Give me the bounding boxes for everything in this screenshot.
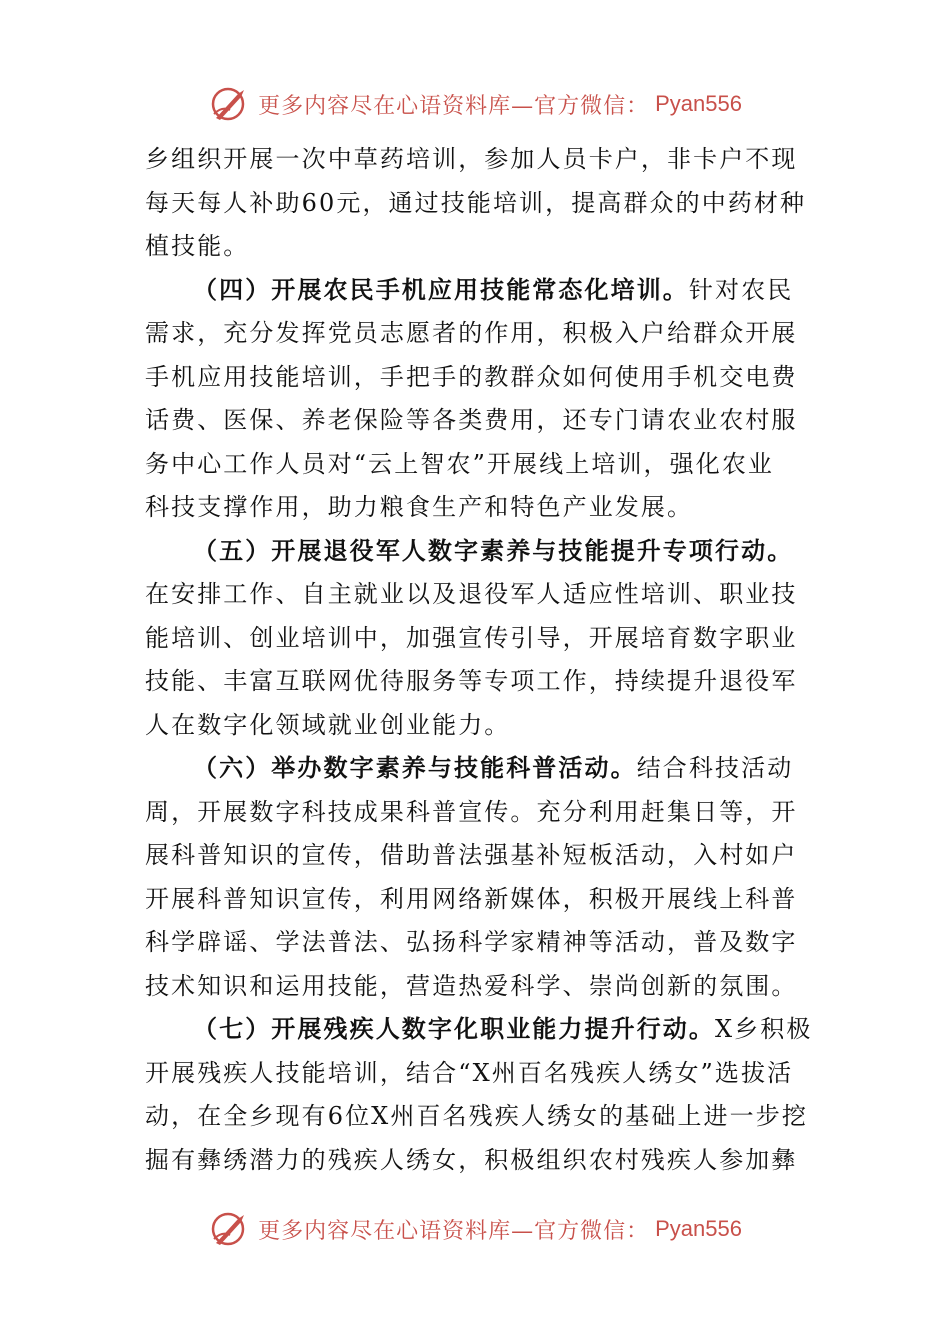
pen-circle-logo-icon: [208, 1209, 252, 1249]
text-line: [145, 443, 807, 487]
text-line: [145, 312, 807, 356]
text-line: [145, 1139, 807, 1183]
line-text: 技术知识和运用技能，营造热爱科学、崇尚创新的氛围。: [145, 971, 798, 1000]
text-line: [145, 356, 807, 400]
line-text: 开展残疾人技能培训，结合“X州百名残疾人绣女”选拔活: [145, 1058, 794, 1087]
text-line: [145, 138, 807, 182]
text-line: [145, 530, 807, 574]
line-text: 科技支撑作用，助力粮食生产和特色产业发展。: [145, 493, 694, 521]
line-text: 需求，充分发挥党员志愿者的作用，积极入户给群众开展: [145, 319, 798, 347]
line-text: 科学辟谣、学法普法、弘扬科学家精神等活动，普及数字: [145, 928, 798, 956]
pen-circle-logo-icon: [208, 84, 252, 124]
text-line: [145, 1008, 813, 1052]
text-line: [145, 399, 807, 443]
line-text: 务中心工作人员对“云上智农”开展线上培训，强化农业: [145, 449, 775, 478]
watermark-text: 更多内容尽在心语资料库—官方微信：: [258, 1218, 650, 1244]
line-text: 技能、丰富互联网优待服务等专项工作，持续提升退役军: [145, 667, 798, 695]
text-line: [145, 704, 807, 748]
line-text: 人在数字化领域就业创业能力。: [145, 710, 511, 739]
text-line: [145, 791, 807, 835]
text-line: [145, 1052, 807, 1096]
text-line: [145, 1095, 807, 1139]
document-body: [145, 138, 813, 1182]
text-line: [145, 878, 807, 922]
line-text: 植技能。: [145, 232, 250, 260]
text-line: [145, 182, 807, 226]
line-text: 动，在全乡现有6位X州百名残疾人绣女的基础上进一步挖: [145, 1102, 808, 1130]
section-heading: （四）开展农民手机应用技能常态化培训。: [193, 275, 689, 304]
section-heading: （六）举办数字素养与技能科普活动。: [193, 754, 637, 782]
footer-watermark: [0, 1207, 950, 1251]
line-text: 能培训、创业培训中，加强宣传引导，开展培育数字职业: [145, 623, 798, 652]
text-line: [145, 617, 807, 661]
line-text: 展科普知识的宣传，借助普法强基补短板活动，入村如户: [145, 841, 798, 869]
line-text: 在安排工作、自主就业以及退役军人适应性培训、职业技: [145, 580, 798, 608]
text-line: [145, 834, 807, 878]
section-heading: （七）开展残疾人数字化职业能力提升行动。: [193, 1015, 715, 1043]
text-line: [145, 225, 807, 269]
text-line: [145, 269, 807, 313]
watermark-text: 更多内容尽在心语资料库—官方微信：: [258, 93, 650, 119]
watermark-wechat-id: Pyan556: [655, 1216, 742, 1241]
section-heading: （五）开展退役军人数字素养与技能提升专项行动。: [193, 536, 794, 565]
text-line: [145, 747, 807, 791]
line-text: X乡积极: [715, 1015, 813, 1043]
line-text: 针对农民: [688, 275, 794, 304]
line-text: 话费、医保、养老保险等各类费用，还专门请农业农村服: [145, 406, 798, 434]
text-line: [145, 573, 807, 617]
line-text: 周，开展数字科技成果科普宣传。充分利用赶集日等，开: [145, 797, 798, 826]
text-line: [145, 486, 807, 530]
text-line: [145, 660, 807, 704]
text-line: [145, 921, 807, 965]
line-text: 手机应用技能培训，手把手的教群众如何使用手机交电费: [145, 362, 798, 391]
header-watermark: [0, 82, 950, 126]
line-text: 每天每人补助60元，通过技能培训，提高群众的中药材种: [145, 188, 807, 217]
line-text: 开展科普知识宣传，利用网络新媒体，积极开展线上科普: [145, 884, 798, 913]
text-line: [145, 965, 807, 1009]
line-text: 结合科技活动: [636, 754, 794, 782]
line-text: 乡组织开展一次中草药培训，参加人员卡户，非卡户不现: [145, 145, 798, 173]
line-text: 掘有彝绣潜力的残疾人绣女，积极组织农村残疾人参加彝: [145, 1145, 798, 1174]
watermark-wechat-id: Pyan556: [655, 91, 742, 116]
